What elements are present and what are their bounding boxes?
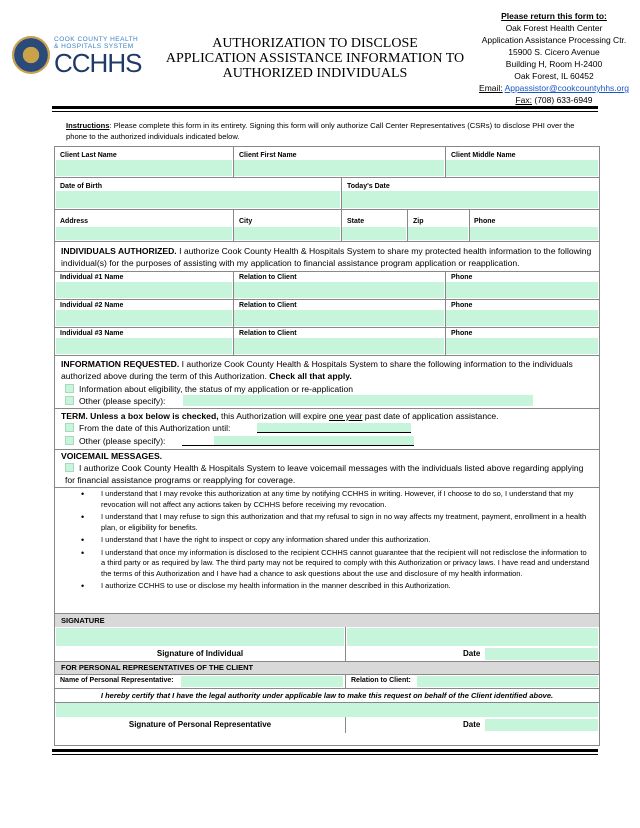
acknowledgement-list xyxy=(81,489,591,594)
org-name-line2: & HOSPITALS SYSTEM xyxy=(54,43,134,50)
title-line: AUTHORIZATION TO DISCLOSE xyxy=(212,36,418,51)
term-other-label: Other (please specify): xyxy=(79,436,166,446)
instructions-text: : Please complete this form in its entirety. Signing this form will only authorize Call Center Representatives (CSRs) to disclose PHI over the phone to the authorized individuals indicated below. xyxy=(66,121,575,141)
individual-3-relation-input[interactable] xyxy=(234,338,444,354)
row-divider xyxy=(55,271,599,272)
row-divider xyxy=(55,674,599,675)
individual-2-name-input[interactable] xyxy=(56,310,232,326)
rep-name-label: Name of Personal Representative: xyxy=(60,677,174,684)
return-line: Building H, Room H-2400 xyxy=(505,59,603,69)
info-requested-body: I authorize Cook County Health & Hospitals System to share the following information to the individuals authorized above during the term of this Authorization. xyxy=(61,359,573,381)
term-body-a: this Authorization will expire xyxy=(218,411,329,421)
row-divider xyxy=(55,408,599,409)
col-divider xyxy=(233,147,234,177)
term-option-until xyxy=(65,422,230,434)
info-other-input[interactable] xyxy=(183,395,533,406)
county-seal-icon xyxy=(12,36,50,74)
col-divider xyxy=(345,627,346,661)
acknowledgement-item: • I understand that I may revoke this authorization at any time by notifying CCHHS in writing. However, if I choose to do so, I understand that my revocation will not affect any actions taken by CCHHS before receiving my revocation. xyxy=(81,489,591,510)
col-divider xyxy=(469,209,470,241)
return-line: Oak Forest Health Center xyxy=(505,23,603,33)
client-middle-name-label: Client Middle Name xyxy=(451,152,516,159)
individual-3-phone-input[interactable] xyxy=(446,338,598,354)
individual-2-relation-input[interactable] xyxy=(234,310,444,326)
acknowledgement-item: • I authorize CCHHS to use or disclose my health information in the manner described in this Authorization. xyxy=(81,581,591,592)
title-line: APPLICATION ASSISTANCE INFORMATION TO xyxy=(165,51,465,66)
info-option-other xyxy=(65,395,165,407)
info-requested-heading: INFORMATION REQUESTED. xyxy=(61,359,180,369)
info-other-checkbox[interactable] xyxy=(65,396,74,405)
term-until-date-input[interactable] xyxy=(257,423,411,433)
acknowledgement-item: • I understand that I have the right to inspect or copy any information shared under this authorization. xyxy=(81,535,591,546)
row-divider xyxy=(55,688,599,689)
dob-input[interactable] xyxy=(56,191,340,208)
return-line: Application Assistance Processing Ctr. xyxy=(481,35,627,45)
individual-3-relation-label: Relation to Client xyxy=(239,330,297,337)
email-link[interactable]: Appassistor@cookcountyhhs.org xyxy=(504,83,629,93)
eligibility-option-label: Information about eligibility, the status of my application or re-application xyxy=(79,384,354,394)
row-divider xyxy=(55,177,599,178)
return-email-row xyxy=(470,82,638,94)
term-text xyxy=(61,410,597,422)
fax-label: Fax: xyxy=(515,95,532,105)
org-abbreviation: CCHHS xyxy=(54,48,142,78)
individual-1-relation-label: Relation to Client xyxy=(239,274,297,281)
return-address-block xyxy=(470,10,638,106)
individuals-heading: INDIVIDUALS AUTHORIZED. xyxy=(61,246,177,256)
individual-1-name-label: Individual #1 Name xyxy=(60,274,124,281)
authorization-form xyxy=(54,146,600,746)
signature-heading: SIGNATURE xyxy=(55,614,599,627)
phone-label: Phone xyxy=(474,218,496,225)
individual-2-phone-input[interactable] xyxy=(446,310,598,326)
client-middle-name-input[interactable] xyxy=(446,160,598,176)
rep-date-label: Date xyxy=(463,720,481,729)
term-one-year: one year xyxy=(328,411,363,421)
fax-number: (708) 633-6949 xyxy=(534,95,593,105)
term-until-checkbox[interactable] xyxy=(65,423,74,432)
term-option-other xyxy=(65,435,165,447)
individual-3-name-label: Individual #3 Name xyxy=(60,330,124,337)
city-input[interactable] xyxy=(234,227,340,240)
acknowledgement-item: • I understand that once my information is disclosed to the recipient CCHHS cannot guarantee that the recipient will not redisclose the information to a third party or as required by law. The third party may not be required to comply with this Authorization or privacy laws. I have read and understand the terms of this Authorization and I have had a chance to ask questions about the use and disclosure of my health information. xyxy=(81,548,591,580)
rep-relation-input[interactable] xyxy=(417,676,598,687)
today-date-label: Today's Date xyxy=(347,183,390,190)
voicemail-text: I authorize Cook County Health & Hospitals System to leave voicemail messages with the individuals listed above regarding applying for financial assistance programs or reapplying for coverage. xyxy=(65,463,584,485)
client-first-name-label: Client First Name xyxy=(239,152,297,159)
individual-signature-input[interactable] xyxy=(56,628,344,646)
row-divider xyxy=(55,355,599,356)
return-heading: Please return this form to: xyxy=(501,11,607,21)
phone-input[interactable] xyxy=(470,227,598,240)
row-divider xyxy=(55,209,599,210)
individual-3-name-input[interactable] xyxy=(56,338,232,354)
individual-date-label: Date xyxy=(463,649,481,658)
info-requested-text xyxy=(61,358,597,382)
individual-1-relation-input[interactable] xyxy=(234,282,444,298)
rep-signature-input[interactable] xyxy=(56,703,598,717)
city-label: City xyxy=(239,218,253,225)
zip-input[interactable] xyxy=(408,227,468,240)
rep-date-field[interactable] xyxy=(485,719,598,731)
address-input[interactable] xyxy=(56,227,232,240)
title-line: AUTHORIZED INDIVIDUALS xyxy=(222,66,408,81)
form-title xyxy=(160,36,470,81)
state-label: State xyxy=(347,218,365,225)
eligibility-checkbox[interactable] xyxy=(65,384,74,393)
dob-label: Date of Birth xyxy=(60,183,102,190)
col-divider xyxy=(341,177,342,209)
term-until-label: From the date of this Authorization until: xyxy=(79,423,231,433)
rep-relation-label: Relation to Client: xyxy=(351,677,411,684)
term-body-b: past date of application assistance. xyxy=(362,411,499,421)
individual-3-phone-label: Phone xyxy=(451,330,473,337)
individual-2-phone-label: Phone xyxy=(451,302,473,309)
footer-rule-thin xyxy=(52,754,598,755)
col-divider xyxy=(445,147,446,177)
individual-date-input[interactable] xyxy=(347,628,598,646)
individual-2-relation-label: Relation to Client xyxy=(239,302,297,309)
zip-label: Zip xyxy=(413,218,424,225)
header-rule-thin xyxy=(52,111,598,112)
term-other-underline xyxy=(182,445,214,446)
individual-1-name-input[interactable] xyxy=(56,282,232,298)
row-divider xyxy=(55,327,599,328)
return-fax-row xyxy=(470,94,638,106)
col-divider xyxy=(233,271,234,355)
check-all-note: Check all that apply. xyxy=(269,371,352,381)
col-divider xyxy=(345,674,346,688)
email-label: Email: xyxy=(479,83,503,93)
instructions-label: Instructions xyxy=(66,121,110,130)
client-last-name-label: Client Last Name xyxy=(60,152,117,159)
return-line: 15900 S. Cicero Avenue xyxy=(508,47,600,57)
row-divider xyxy=(55,487,599,488)
voicemail-option xyxy=(65,462,595,486)
col-divider xyxy=(341,209,342,241)
col-divider xyxy=(345,717,346,733)
col-divider xyxy=(407,209,408,241)
row-divider xyxy=(55,241,599,242)
individuals-body: I authorize Cook County Health & Hospitals System to share my protected health information to the following individual(s) for the purposes of assisting with my application to financial assistance program application or reapplication. xyxy=(61,246,592,268)
state-input[interactable] xyxy=(342,227,406,240)
footer-rule-thick xyxy=(52,749,598,752)
term-other-checkbox[interactable] xyxy=(65,436,74,445)
address-label: Address xyxy=(60,218,89,225)
acknowledgement-item: • I understand that I may refuse to sign this authorization and that my refusal to sign in no way affects my treatment, payment, enrollment in a health plan, or eligibility for benefits. xyxy=(81,512,591,533)
today-date-input[interactable] xyxy=(342,191,598,208)
org-name-line1: COOK COUNTY HEALTH xyxy=(54,36,139,43)
row-divider xyxy=(55,299,599,300)
individual-1-phone-label: Phone xyxy=(451,274,473,281)
info-option-eligibility xyxy=(65,383,353,395)
rep-heading: FOR PERSONAL REPRESENTATIVES OF THE CLIENT xyxy=(55,662,599,674)
client-last-name-input[interactable] xyxy=(56,160,232,176)
cchhs-logo xyxy=(12,34,142,78)
header-rule-thick xyxy=(52,106,598,109)
instructions xyxy=(66,121,586,142)
individual-signature-label: Signature of Individual xyxy=(156,649,244,658)
rep-signature-label: Signature of Personal Representative xyxy=(128,720,272,729)
col-divider xyxy=(233,209,234,241)
individuals-authorized-text xyxy=(61,245,597,269)
rep-name-input[interactable] xyxy=(181,676,343,687)
client-first-name-input[interactable] xyxy=(234,160,444,176)
info-other-label: Other (please specify): xyxy=(79,396,166,406)
term-other-input[interactable] xyxy=(214,436,414,446)
individual-1-phone-input[interactable] xyxy=(446,282,598,298)
term-heading: TERM. Unless a box below is checked, xyxy=(61,411,219,421)
col-divider xyxy=(445,271,446,355)
individual-2-name-label: Individual #2 Name xyxy=(60,302,124,309)
return-line: Oak Forest, IL 60452 xyxy=(514,71,594,81)
individual-date-field[interactable] xyxy=(485,648,598,660)
voicemail-checkbox[interactable] xyxy=(65,463,74,472)
certify-statement: I hereby certify that I have the legal authority under applicable law to make this request on behalf of the Client identified above. xyxy=(100,691,554,700)
voicemail-heading: VOICEMAIL MESSAGES. xyxy=(61,451,163,461)
